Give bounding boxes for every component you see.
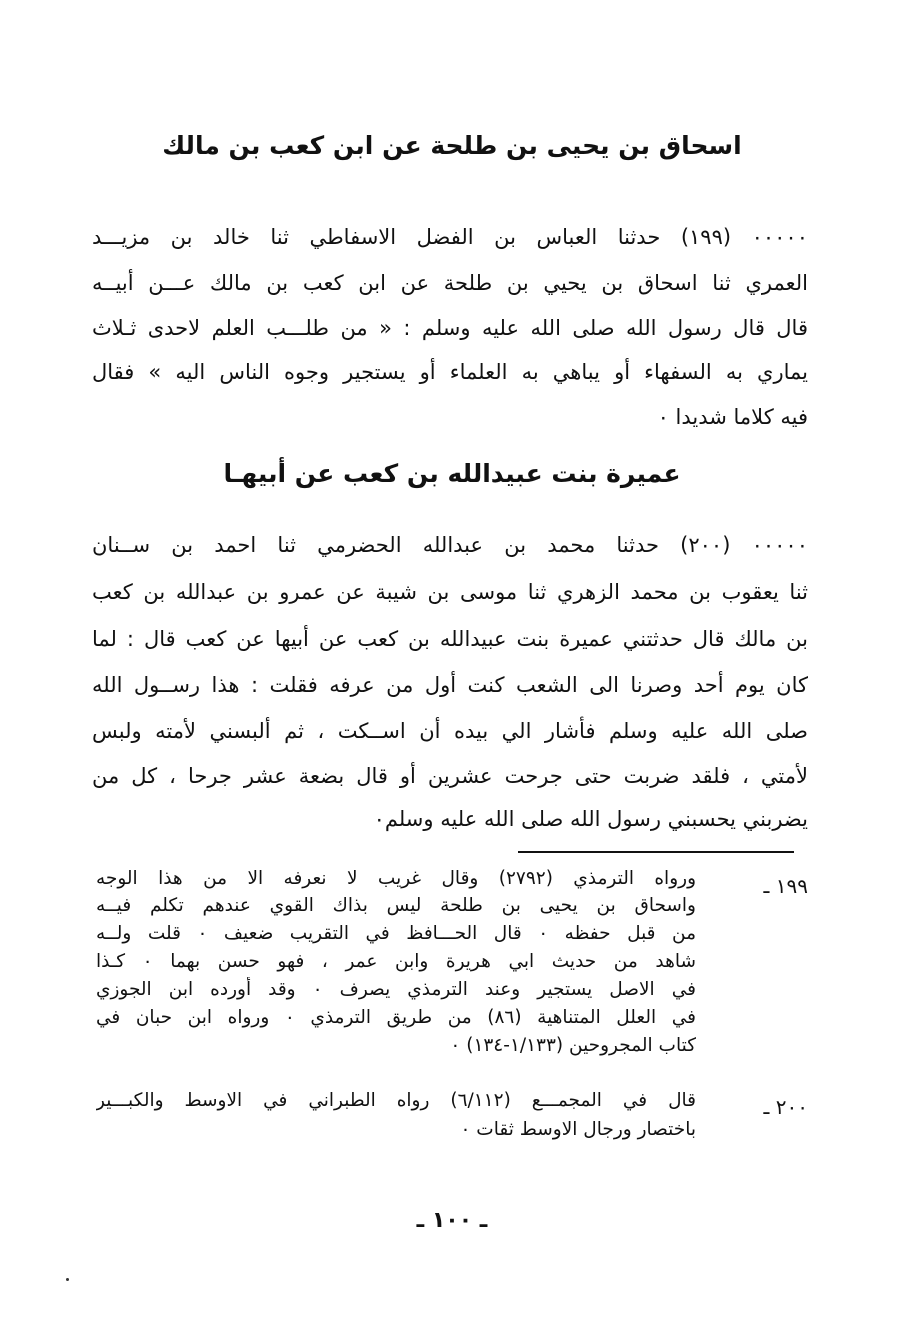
footnote-200-line: قال في المجمـــع (٦/١١٢) رواه الطبراني في الاوسط والكبـــير: [96, 1090, 696, 1111]
hadith-199-line: العمري ثنا اسحاق بن يحيي بن طلحة عن ابن كعب بن مالك عـــن أبيــه: [92, 271, 808, 295]
hadith-200-line: لأمتي ، فلقد ضربت حتى جرحت عشرين أو قال بضعة عشر جرحا ، كل من: [92, 764, 808, 788]
hadith-200-line: صلى الله عليه وسلم فأشار الي بيده أن اســكت ، ثم ألبسني لأمته ولبس: [92, 719, 808, 743]
hadith-199-line: قال قال رسول الله صلى الله عليه وسلم : « من طلـــب العلم لاحدى ثـلاث: [92, 316, 808, 340]
hadith-199-line: فيه كلاما شديدا ٠: [657, 405, 808, 429]
hadith-200-line: ثنا يعقوب بن محمد الزهري ثنا موسى بن شيبة عن عمرو بن عبدالله بن كعب: [92, 580, 808, 604]
footnote-199-line: من قبل حفظه ٠ قال الحـــافظ في التقريب ضعيف ٠ قلت ولــه: [96, 923, 696, 944]
hadith-200-line: بن مالك قال حدثتني عميرة بنت عبيدالله بن كعب عن أبيها عن كعب قال : لما: [92, 627, 808, 651]
footnote-199-line: ورواه الترمذي (٢٧٩٢) وقال غريب لا نعرفه الا من هذا الوجه: [96, 868, 696, 889]
footnote-200-number: ٢٠٠ ـ: [763, 1095, 808, 1119]
footnote-199-line: في الاصل يستجير وعند الترمذي يصرف ٠ وقد أورده ابن الجوزي: [96, 979, 696, 1000]
footnote-199-line: واسحاق بن يحيى بن طلحة ليس بذاك القوي عندهم تكلم فيــه: [96, 895, 696, 916]
footnote-199-line: شاهد من حديث ابي هريرة وابن عمر ، فهو حسن بهما ٠ كـذا: [96, 951, 696, 972]
hadith-199-line: ٠٠٠٠٠ (١٩٩) حدثنا العباس بن الفضل الاسفاطي ثنا خالد بن مزيـــد: [92, 225, 808, 249]
footnote-separator-rule: [518, 851, 794, 853]
page-number: ـ ١٠٠ ـ: [416, 1208, 488, 1233]
hadith-199-line: يماري به السفهاء أو يباهي به العلماء أو يستجير وجوه الناس اليه » فقال: [92, 360, 808, 384]
scan-speck: [66, 1278, 69, 1281]
hadith-200-line: ٠٠٠٠٠ (٢٠٠) حدثنا محمد بن عبدالله الحضرمي ثنا احمد بن ســنان: [92, 533, 808, 557]
footnote-199-line: في العلل المتناهية (٨٦) من طريق الترمذي ٠ ورواه ابن حبان في: [96, 1007, 696, 1028]
footnote-200-line: باختصار ورجال الاوسط ثقات ٠: [460, 1119, 696, 1140]
section-heading-ishaq: اسحاق بن يحيى بن طلحة عن ابن كعب بن مالك: [162, 131, 742, 160]
hadith-200-line: كان يوم أحد وصرنا الى الشعب كنت أول من عرفه فقلت : هذا رســول الله: [92, 673, 808, 697]
hadith-200-line: يضربني يحسبني رسول الله صلى الله عليه وسلم٠: [373, 807, 808, 831]
footnote-199-number: ١٩٩ ـ: [763, 874, 808, 898]
section-heading-umayra: عميرة بنت عبيدالله بن كعب عن أبيهـا: [223, 459, 681, 488]
footnote-199-line: كتاب المجروحين (١/١٣٣-١٣٤) ٠: [450, 1035, 696, 1056]
